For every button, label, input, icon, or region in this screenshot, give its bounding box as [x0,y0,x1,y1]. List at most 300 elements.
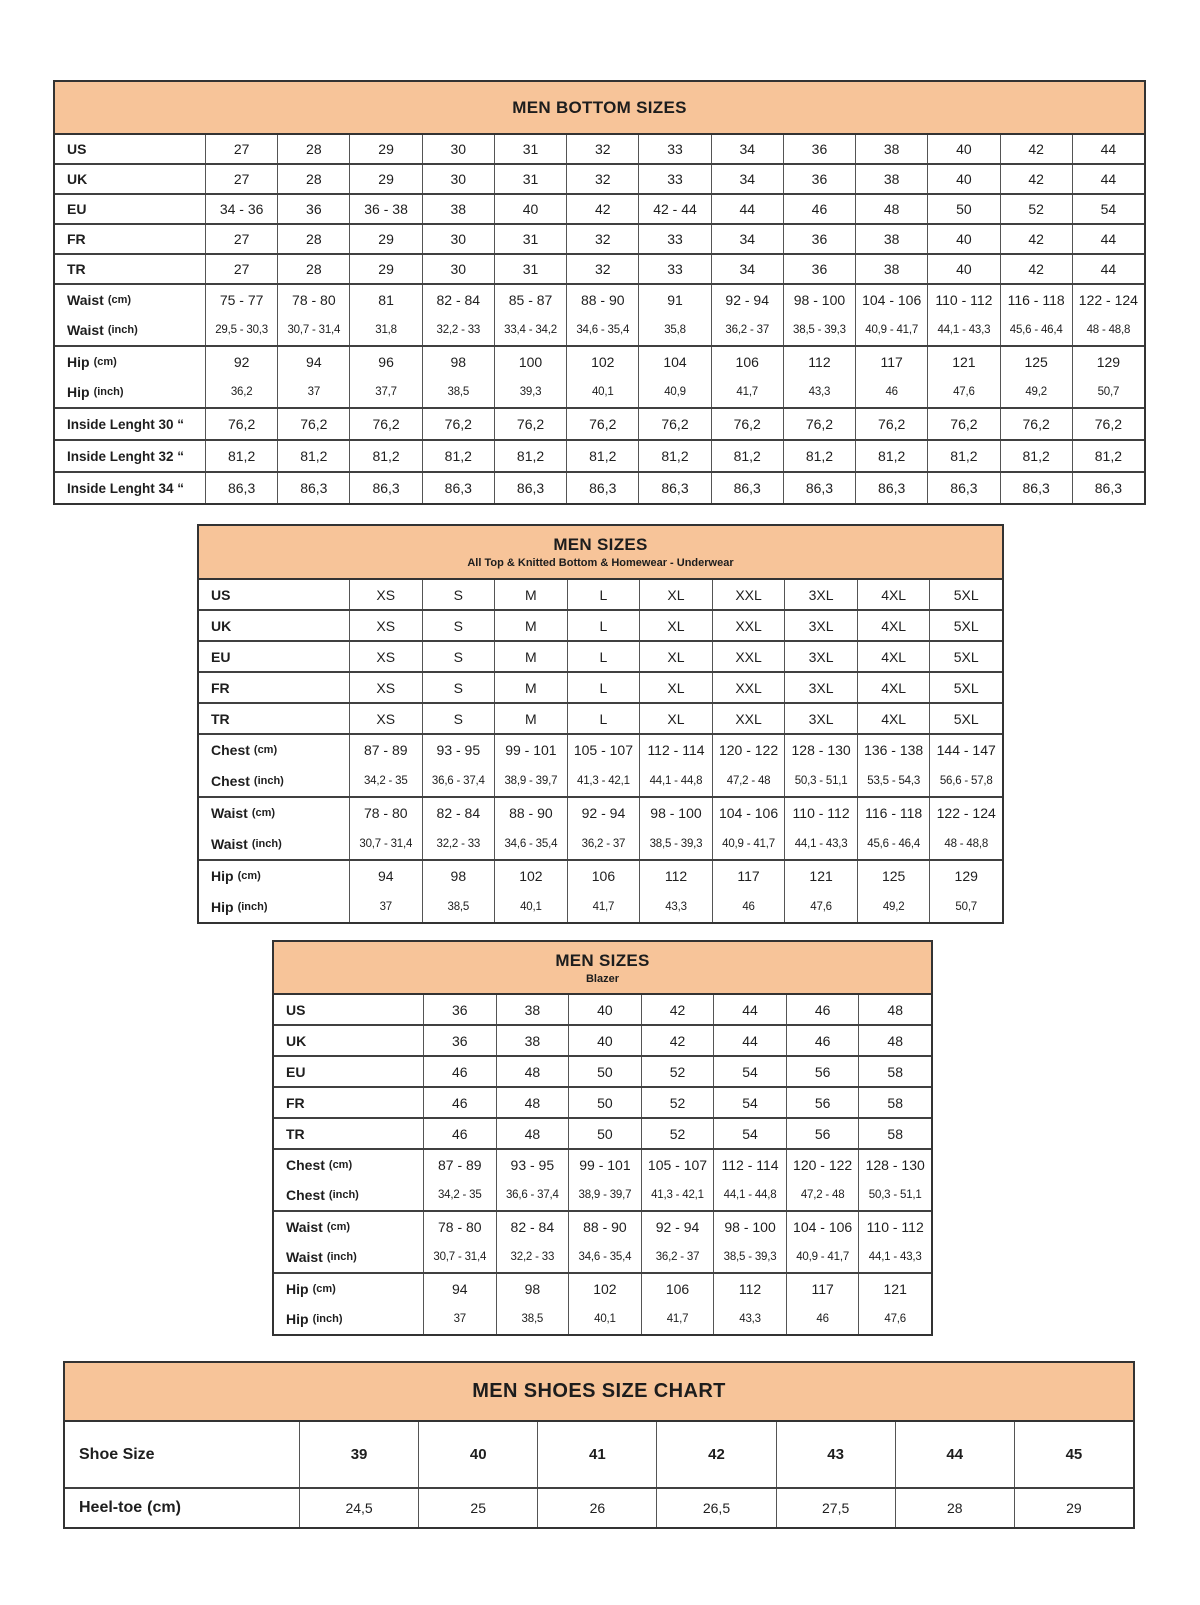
row-label: UK [211,617,232,634]
table-cell: 24,5 [299,1489,418,1527]
table-cell: 3XL [784,580,857,609]
table-cell: XL [639,580,712,609]
table-cell: 44,1 - 44,8 [639,766,712,797]
table-cell: 44 [895,1422,1014,1487]
row-label: EU [67,201,87,217]
table-cell: 28 [277,165,349,193]
table-cell: 44 [1072,225,1144,253]
table-cell: 43,3 [713,1304,786,1334]
table-cell: 46 [786,995,859,1024]
table-cell: 81,2 [277,441,349,471]
table-cell: 4XL [857,673,930,702]
table-row [274,1242,931,1272]
table-cell: 47,2 - 48 [786,1180,859,1210]
table-row [199,673,1002,702]
table-row [55,315,1144,345]
table-cell: 40 [418,1422,537,1487]
table-cell: 50 [568,1057,641,1086]
table-cell: 48 [496,1088,569,1117]
table-cell: 43,3 [783,377,855,407]
table-cell: 37 [277,377,349,407]
table-cell: 98 [422,861,495,892]
table-cell: 81,2 [349,441,421,471]
men-shoes-size-chart-table [63,1361,1135,1529]
table-cell: 27 [205,165,277,193]
row-group [55,473,1144,503]
row-group [199,673,1002,704]
table-cell: 38 [855,255,927,283]
table-cell: 29 [349,225,421,253]
table-cell: 30 [422,225,494,253]
table-row [274,1304,931,1334]
table-cell: 42 [641,1026,714,1055]
table-row [55,377,1144,407]
table-cell: 34 - 36 [205,195,277,223]
table-cell: 92 - 94 [567,798,640,829]
table-cell: 34 [711,225,783,253]
table-cell: 34 [711,255,783,283]
row-group [65,1422,1133,1489]
table-row [199,735,1002,766]
table-row [199,798,1002,829]
table-cell: 34,6 - 35,4 [568,1242,641,1272]
table-cell: 30,7 - 31,4 [349,829,422,860]
table-cell: 30 [422,255,494,283]
table-cell: 117 [712,861,785,892]
row-label: US [286,1001,306,1018]
table-cell: 44 [1072,255,1144,283]
table-cell: 76,2 [422,409,494,439]
table-cell: 81,2 [422,441,494,471]
table-cell: 54 [713,1119,786,1148]
table-cell: 39 [299,1422,418,1487]
table-cell: 40,9 [638,377,710,407]
table-cell: XXL [712,580,785,609]
men-bottom-sizes-table [53,80,1146,505]
table-cell: 5XL [929,611,1002,640]
table-cell: 40 [927,135,999,163]
table-cell: 36,2 - 37 [567,829,640,860]
table-cell: 93 - 95 [422,735,495,766]
table-cell: 92 [205,347,277,377]
table-cell: 76,2 [711,409,783,439]
table-cell: 3XL [784,611,857,640]
row-label: Waist (cm) [286,1219,351,1235]
table-cell: 91 [638,285,710,315]
table-cell: 85 - 87 [494,285,566,315]
table-cell: 76,2 [855,409,927,439]
table-row [55,195,1144,223]
table-row [199,580,1002,609]
table-cell: XXL [712,642,785,671]
table-row [199,861,1002,892]
table-cell: 38 [855,165,927,193]
table-row [274,1026,931,1055]
table-row [199,704,1002,733]
table-cell: 125 [1000,347,1072,377]
table-row [274,1274,931,1304]
table-cell: 46 [786,1304,859,1334]
table-cell: 102 [566,347,638,377]
row-group [274,1026,931,1057]
table-cell: 116 - 118 [857,798,930,829]
table-cell: 30 [422,135,494,163]
table-cell: 54 [713,1088,786,1117]
table-cell: 86,3 [277,473,349,503]
table-cell: 32 [566,255,638,283]
table-cell: 99 - 101 [494,735,567,766]
table-cell: 28 [277,255,349,283]
table-cell: 76,2 [349,409,421,439]
table-cell: XL [639,673,712,702]
table-cell: 49,2 [857,892,930,923]
table-cell: 121 [784,861,857,892]
table-cell: 87 - 89 [423,1150,496,1180]
table-cell: 43,3 [639,892,712,923]
table-cell: 99 - 101 [568,1150,641,1180]
table-cell: 35,8 [638,315,710,345]
row-group [55,285,1144,347]
table-cell: 40,1 [566,377,638,407]
row-label: UK [67,171,88,187]
row-label: FR [211,679,230,696]
table-cell: 5XL [929,642,1002,671]
table-cell: 88 - 90 [494,798,567,829]
table-cell: 42 [641,995,714,1024]
table-row [274,1057,931,1086]
table-cell: 31 [494,225,566,253]
table-cell: 45,6 - 46,4 [857,829,930,860]
table-cell: M [494,673,567,702]
table-cell: 104 [638,347,710,377]
table-cell: 36,2 [205,377,277,407]
table-cell: S [422,642,495,671]
table-cell: 50 [568,1119,641,1148]
row-group [55,165,1144,195]
table-cell: 40,9 - 41,7 [786,1242,859,1272]
table-cell: 5XL [929,580,1002,609]
table-cell: 104 - 106 [855,285,927,315]
table-cell: 5XL [929,673,1002,702]
table-row [274,1119,931,1148]
table-cell: 30,7 - 31,4 [277,315,349,345]
table-row [65,1422,1133,1487]
table-cell: 46 [423,1057,496,1086]
table-cell: 112 [713,1274,786,1304]
table-cell: 4XL [857,642,930,671]
table-cell: 102 [494,861,567,892]
table-cell: 98 [422,347,494,377]
table-cell: 110 - 112 [927,285,999,315]
table-cell: 44 [713,995,786,1024]
table-cell: 54 [713,1057,786,1086]
table-cell: 41,3 - 42,1 [641,1180,714,1210]
row-group [55,347,1144,409]
table-cell: M [494,642,567,671]
row-label: Waist (cm) [211,805,276,822]
table-cell: 41,7 [567,892,640,923]
table-cell: 116 - 118 [1000,285,1072,315]
table-cell: 48 [858,1026,931,1055]
row-label: US [67,141,87,157]
table-cell: 40,1 [494,892,567,923]
table-row [65,1489,1133,1527]
table-cell: 4XL [857,580,930,609]
table-cell: 36,2 - 37 [711,315,783,345]
table-cell: 42 [1000,255,1072,283]
table-cell: 38 [855,225,927,253]
table-cell: 34 [711,135,783,163]
table-cell: 136 - 138 [857,735,930,766]
row-label: Inside Lenght 34 “ [67,480,185,496]
table-cell: 33,4 - 34,2 [494,315,566,345]
table-cell: 32,2 - 33 [422,829,495,860]
table-cell: 44,1 - 44,8 [713,1180,786,1210]
table-cell: 117 [855,347,927,377]
table-cell: 37,7 [349,377,421,407]
table-cell: 50 [568,1088,641,1117]
table-cell: 38 [855,135,927,163]
table-cell: 98 - 100 [639,798,712,829]
table-cell: 45,6 - 46,4 [1000,315,1072,345]
table-cell: 3XL [784,673,857,702]
table-row [55,409,1144,439]
table-cell: 29 [349,165,421,193]
table-cell: 42 [1000,135,1072,163]
table-cell: 112 - 114 [713,1150,786,1180]
table-cell: 36 [277,195,349,223]
table-cell: 40 [494,195,566,223]
table-cell: 33 [638,165,710,193]
table-cell: XXL [712,673,785,702]
row-group [274,1119,931,1150]
row-group [55,195,1144,225]
table-cell: 105 - 107 [567,735,640,766]
table-cell: 36 [423,1026,496,1055]
table-cell: 36 [783,255,855,283]
table-cell: XS [349,611,422,640]
table-cell: 46 [786,1026,859,1055]
table-cell: 29 [349,255,421,283]
row-group [274,1088,931,1119]
table-cell: 41,7 [641,1304,714,1334]
table-cell: 42 [1000,165,1072,193]
table-cell: 28 [277,135,349,163]
table-cell: 56 [786,1088,859,1117]
row-label: Chest (cm) [286,1157,353,1173]
table-cell: 105 - 107 [641,1150,714,1180]
row-label: EU [286,1063,306,1080]
table-cell: 40,9 - 41,7 [712,829,785,860]
table-cell: 78 - 80 [349,798,422,829]
table-cell: 50,3 - 51,1 [784,766,857,797]
table-cell: 76,2 [205,409,277,439]
table-cell: 48 [496,1119,569,1148]
table-title: MEN SIZES [555,950,650,970]
table-cell: 81,2 [638,441,710,471]
table-cell: 58 [858,1057,931,1086]
table-cell: 46 [423,1088,496,1117]
table-cell: 33 [638,225,710,253]
table-row [199,611,1002,640]
table-cell: 40,9 - 41,7 [855,315,927,345]
table-cell: 34,6 - 35,4 [566,315,638,345]
row-group [274,1212,931,1274]
table-cell: 40,1 [568,1304,641,1334]
table-cell: 86,3 [711,473,783,503]
table-cell: 37 [349,892,422,923]
table-cell: 32,2 - 33 [422,315,494,345]
row-label: Hip (inch) [211,898,268,915]
row-group [199,798,1002,861]
table-cell: 112 [783,347,855,377]
table-cell: 106 [567,861,640,892]
table-cell: 128 - 130 [784,735,857,766]
row-label: Inside Lenght 32 “ [67,448,185,464]
table-cell: 41,7 [711,377,783,407]
table-cell: 81,2 [783,441,855,471]
table-cell: 117 [786,1274,859,1304]
row-group [55,441,1144,473]
table-cell: 42 [656,1422,775,1487]
table-cell: 38,5 [422,377,494,407]
table-cell: 38 [496,1026,569,1055]
table-cell: 26,5 [656,1489,775,1527]
row-label: Shoe Size [79,1445,155,1463]
table-subtitle: All Top & Knitted Bottom & Homewear - Underwear [467,557,734,569]
table-cell: 42 - 44 [638,195,710,223]
table-cell: 81,2 [1000,441,1072,471]
table-header-bar [274,942,931,995]
table-cell: 36 [783,165,855,193]
table-cell: 86,3 [422,473,494,503]
table-cell: 122 - 124 [1072,285,1144,315]
row-label: FR [67,231,86,247]
table-header-bar [65,1363,1133,1422]
table-cell: L [567,642,640,671]
table-cell: 38 [422,195,494,223]
row-label: Hip (cm) [211,868,261,885]
row-group [199,580,1002,611]
row-label: Waist (cm) [67,292,132,308]
table-cell: 104 - 106 [712,798,785,829]
table-cell: 78 - 80 [277,285,349,315]
table-cell: 29 [1014,1489,1133,1527]
table-cell: 41 [537,1422,656,1487]
row-group [65,1489,1133,1527]
table-cell: 38,5 - 39,3 [783,315,855,345]
table-cell: 42 [1000,225,1072,253]
table-cell: 38,5 - 39,3 [713,1242,786,1272]
table-cell: 40 [568,1026,641,1055]
table-cell: 4XL [857,611,930,640]
table-cell: 44 [711,195,783,223]
table-row [55,347,1144,377]
table-cell: 82 - 84 [422,798,495,829]
table-cell: 92 - 94 [711,285,783,315]
table-cell: 3XL [784,704,857,733]
row-group [55,409,1144,441]
row-label: Waist (inch) [286,1249,357,1265]
table-cell: 38,5 [422,892,495,923]
table-cell: S [422,704,495,733]
row-group [55,225,1144,255]
table-row [55,165,1144,193]
row-group [55,255,1144,285]
row-group [274,1150,931,1212]
table-cell: 94 [423,1274,496,1304]
table-cell: 76,2 [277,409,349,439]
table-cell: 44,1 - 43,3 [927,315,999,345]
table-cell: 48 - 48,8 [929,829,1002,860]
table-cell: 110 - 112 [858,1212,931,1242]
table-cell: 44 [713,1026,786,1055]
table-title: MEN SIZES [553,535,648,554]
table-cell: 47,6 [784,892,857,923]
table-cell: S [422,611,495,640]
table-cell: 29 [349,135,421,163]
row-label: Hip (cm) [286,1281,336,1297]
table-cell: 86,3 [783,473,855,503]
table-title: MEN SHOES SIZE CHART [472,1380,726,1402]
table-cell: 54 [1072,195,1144,223]
row-group [199,861,1002,922]
row-label: US [211,586,231,603]
row-label: UK [286,1032,307,1049]
table-cell: 129 [929,861,1002,892]
table-cell: 86,3 [566,473,638,503]
row-label: Chest (inch) [211,772,284,789]
table-cell: 46 [712,892,785,923]
table-cell: 110 - 112 [784,798,857,829]
table-cell: 34 [711,165,783,193]
table-cell: M [494,580,567,609]
row-label: Hip (inch) [67,384,124,400]
table-cell: XL [639,704,712,733]
table-cell: 58 [858,1119,931,1148]
table-cell: 58 [858,1088,931,1117]
men-sizes-blazer-table [272,940,933,1336]
table-cell: 27 [205,135,277,163]
row-group [274,995,931,1026]
table-cell: 40 [927,165,999,193]
row-label: TR [67,261,86,277]
table-row [199,892,1002,923]
table-cell: 81,2 [205,441,277,471]
table-row [199,829,1002,860]
table-cell: 86,3 [349,473,421,503]
row-group [199,704,1002,735]
table-cell: 33 [638,135,710,163]
table-cell: 36,6 - 37,4 [496,1180,569,1210]
table-row [55,285,1144,315]
table-cell: 76,2 [1000,409,1072,439]
table-cell: 52 [641,1119,714,1148]
row-label: Inside Lenght 30 “ [67,416,185,432]
table-cell: 46 [855,377,927,407]
table-cell: 31 [494,135,566,163]
table-cell: 32 [566,225,638,253]
table-cell: 81 [349,285,421,315]
table-row [274,1212,931,1242]
table-header-bar [55,82,1144,135]
table-cell: 121 [927,347,999,377]
row-group [274,1057,931,1088]
table-cell: 32 [566,165,638,193]
table-row [55,473,1144,503]
table-cell: 121 [858,1274,931,1304]
table-cell: 40 [927,225,999,253]
